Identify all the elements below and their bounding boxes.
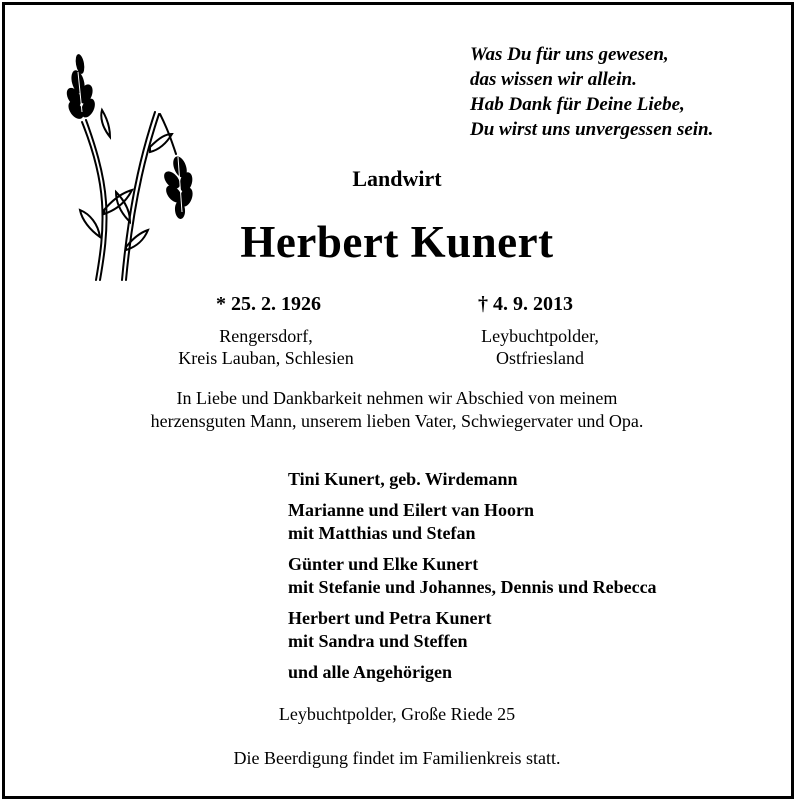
mourner-line: Günter und Elke Kunert xyxy=(288,554,479,574)
family-address: Leybuchtpolder, Große Riede 25 xyxy=(278,704,516,724)
mourner-group xyxy=(288,499,657,545)
mourner-group xyxy=(288,607,657,653)
poem-verse xyxy=(470,42,713,142)
farewell-text xyxy=(0,387,794,433)
mourner-group xyxy=(288,661,657,684)
mourner-line: und alle Angehörigen xyxy=(288,662,453,682)
birth-place xyxy=(166,325,366,369)
poem-line: Was Du für uns gewesen, xyxy=(470,44,669,65)
mourner-line: Tini Kunert, geb. Wirdemann xyxy=(288,469,518,489)
deceased-name: Herbert Kunert xyxy=(240,217,554,267)
poem-line: Du wirst uns unvergessen sein. xyxy=(470,119,714,140)
mourner-line: Marianne und Eilert van Hoorn xyxy=(288,500,535,520)
mourner-group xyxy=(288,468,657,491)
poem-line: Hab Dank für Deine Liebe, xyxy=(470,94,685,115)
death-place xyxy=(440,325,640,369)
poem-line: das wissen wir allein. xyxy=(470,69,637,90)
farewell-line: herzensguten Mann, unserem lieben Vater, Schwiegervater und Opa. xyxy=(150,411,644,431)
mourner-line: mit Stefanie und Johannes, Dennis und Rebecca xyxy=(288,577,657,597)
birth-place-line: Rengersdorf, xyxy=(219,326,313,346)
death-date: † 4. 9. 2013 xyxy=(478,293,573,315)
mourner-line: mit Sandra und Steffen xyxy=(288,631,468,651)
birth-place-line: Kreis Lauban, Schlesien xyxy=(178,348,354,368)
occupation-label: Landwirt xyxy=(352,166,442,191)
mourner-line: Herbert und Petra Kunert xyxy=(288,608,492,628)
birth-date: * 25. 2. 1926 xyxy=(216,293,321,315)
death-place-line: Leybuchtpolder, xyxy=(481,326,599,346)
mourner-group xyxy=(288,553,657,599)
mourner-line: mit Matthias und Stefan xyxy=(288,523,476,543)
death-place-line: Ostfriesland xyxy=(496,348,584,368)
funeral-note: Die Beerdigung findet im Familienkreis statt. xyxy=(233,748,561,768)
farewell-line: In Liebe und Dankbarkeit nehmen wir Abschied von meinem xyxy=(176,388,618,408)
mourners-list xyxy=(288,468,657,692)
